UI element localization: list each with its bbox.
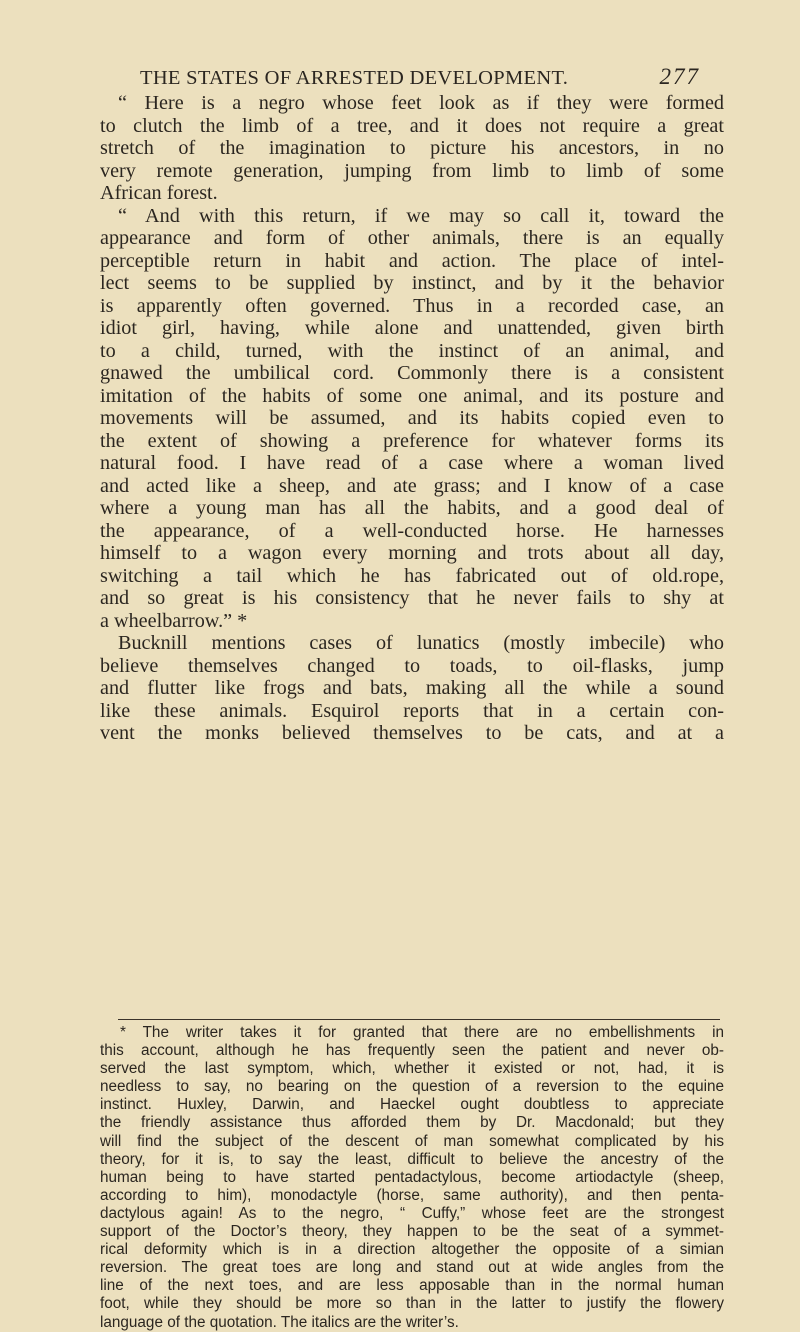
footnote-rule [118, 1019, 720, 1020]
main-text [100, 92, 724, 745]
body-text-line: a wheelbarrow.” * [100, 609, 248, 632]
footnote-line: * The writer takes it for granted that there are no embellishments in [120, 1024, 724, 1041]
body-text-line: switching a tail which he has fabricated out of old.rope, [100, 564, 724, 587]
body-text-line: where a young man has all the habits, and a good deal of [100, 497, 724, 519]
footnote-line: this account, although he has frequently seen the patient and never ob- [100, 1042, 724, 1060]
footnote-line: served the last symptom, which, whether it existed or not, had, it is [100, 1060, 724, 1078]
body-text-line: gnawed the umbilical cord. Commonly there is a consistent [100, 362, 724, 384]
body-text-line: the appearance, of a well-conducted horse. He harnesses [100, 519, 724, 542]
body-text-line: stretch of the imagination to picture his ancestors, in no [100, 137, 724, 159]
page-header [140, 64, 700, 90]
body-text-line: African forest. [100, 182, 218, 204]
body-text-line: himself to a wagon every morning and trots about all day, [100, 542, 724, 564]
body-text-line: “ Here is a negro whose feet look as if they were formed [118, 92, 724, 114]
running-title: THE STATES OF ARRESTED DEVELOPMENT. [140, 67, 569, 89]
body-text-line: idiot girl, having, while alone and unattended, given birth [100, 317, 724, 339]
body-text-line: to a child, turned, with the instinct of an animal, and [100, 339, 724, 362]
body-text-line: vent the monks believed themselves to be cats, and at a [100, 722, 724, 744]
footnote-line: according to him), monodactyle (horse, same authority), and then penta- [100, 1186, 724, 1204]
body-text-line: natural food. I have read of a case where a woman lived [100, 452, 724, 474]
footnote-line: support of the Doctor’s theory, they happen to be the seat of a symmet- [100, 1223, 724, 1241]
footnote-line: instinct. Huxley, Darwin, and Haeckel ought doubtless to appreciate [100, 1096, 724, 1114]
page-number: 277 [659, 64, 700, 89]
body-text-line: lect seems to be supplied by instinct, and by it the behavior [100, 272, 724, 294]
body-text-line: appearance and form of other animals, there is an equally [100, 227, 724, 249]
body-text-line: imitation of the habits of some one animal, and its posture and [100, 384, 724, 407]
body-text-line: and so great is his consistency that he never fails to shy at [100, 587, 724, 609]
footnote-line: human being to have started pentadactylous, become artiodactyle (sheep, [100, 1168, 724, 1186]
body-text-line: very remote generation, jumping from limb to limb of some [100, 159, 724, 182]
body-text-line: and acted like a sheep, and ate grass; and I know of a case [100, 474, 724, 497]
body-text-line: and flutter like frogs and bats, making all the while a sound [100, 677, 724, 699]
footnote-line: the friendly assistance thus afforded them by Dr. Macdonald; but they [100, 1114, 724, 1132]
footnote-line: will find the subject of the descent of man somewhat complicated by his [100, 1132, 724, 1150]
body-text-line: perceptible return in habit and action. The place of intel- [100, 249, 724, 272]
footnote-line: needless to say, no bearing on the question of a reversion to the equine [100, 1078, 724, 1096]
body-text-line: believe themselves changed to toads, to oil-flasks, jump [100, 654, 724, 677]
footnote-line: theory, for it is, to say the least, difficult to believe the ancestry of the [100, 1150, 724, 1168]
body-text-line: movements will be assumed, and its habits copied even to [100, 407, 724, 429]
body-text-line: is apparently often governed. Thus in a recorded case, an [100, 294, 724, 317]
footnote-line: line of the next toes, and are less apposable than in the normal human [100, 1277, 724, 1295]
footnote-line: reversion. The great toes are long and stand out at wide angles from the [100, 1259, 724, 1277]
footnote-line: foot, while they should be more so than in the latter to justify the flowery [100, 1295, 724, 1313]
body-text-line: Bucknill mentions cases of lunatics (mostly imbecile) who [118, 632, 724, 654]
body-text-line: “ And with this return, if we may so call it, toward the [118, 204, 724, 227]
body-text-line: to clutch the limb of a tree, and it does not require a great [100, 114, 724, 137]
body-text-line: like these animals. Esquirol reports that in a certain con- [100, 699, 724, 722]
body-text-line: the extent of showing a preference for whatever forms its [100, 429, 724, 452]
footnote-line: rical deformity which is in a direction altogether the opposite of a simian [100, 1241, 724, 1259]
footnote-line: dactylous again! As to the negro, “ Cuffy,” whose feet are the strongest [100, 1204, 724, 1222]
footnote [100, 1024, 724, 1332]
footnote-line: language of the quotation. The italics are the writer’s. [100, 1313, 459, 1331]
